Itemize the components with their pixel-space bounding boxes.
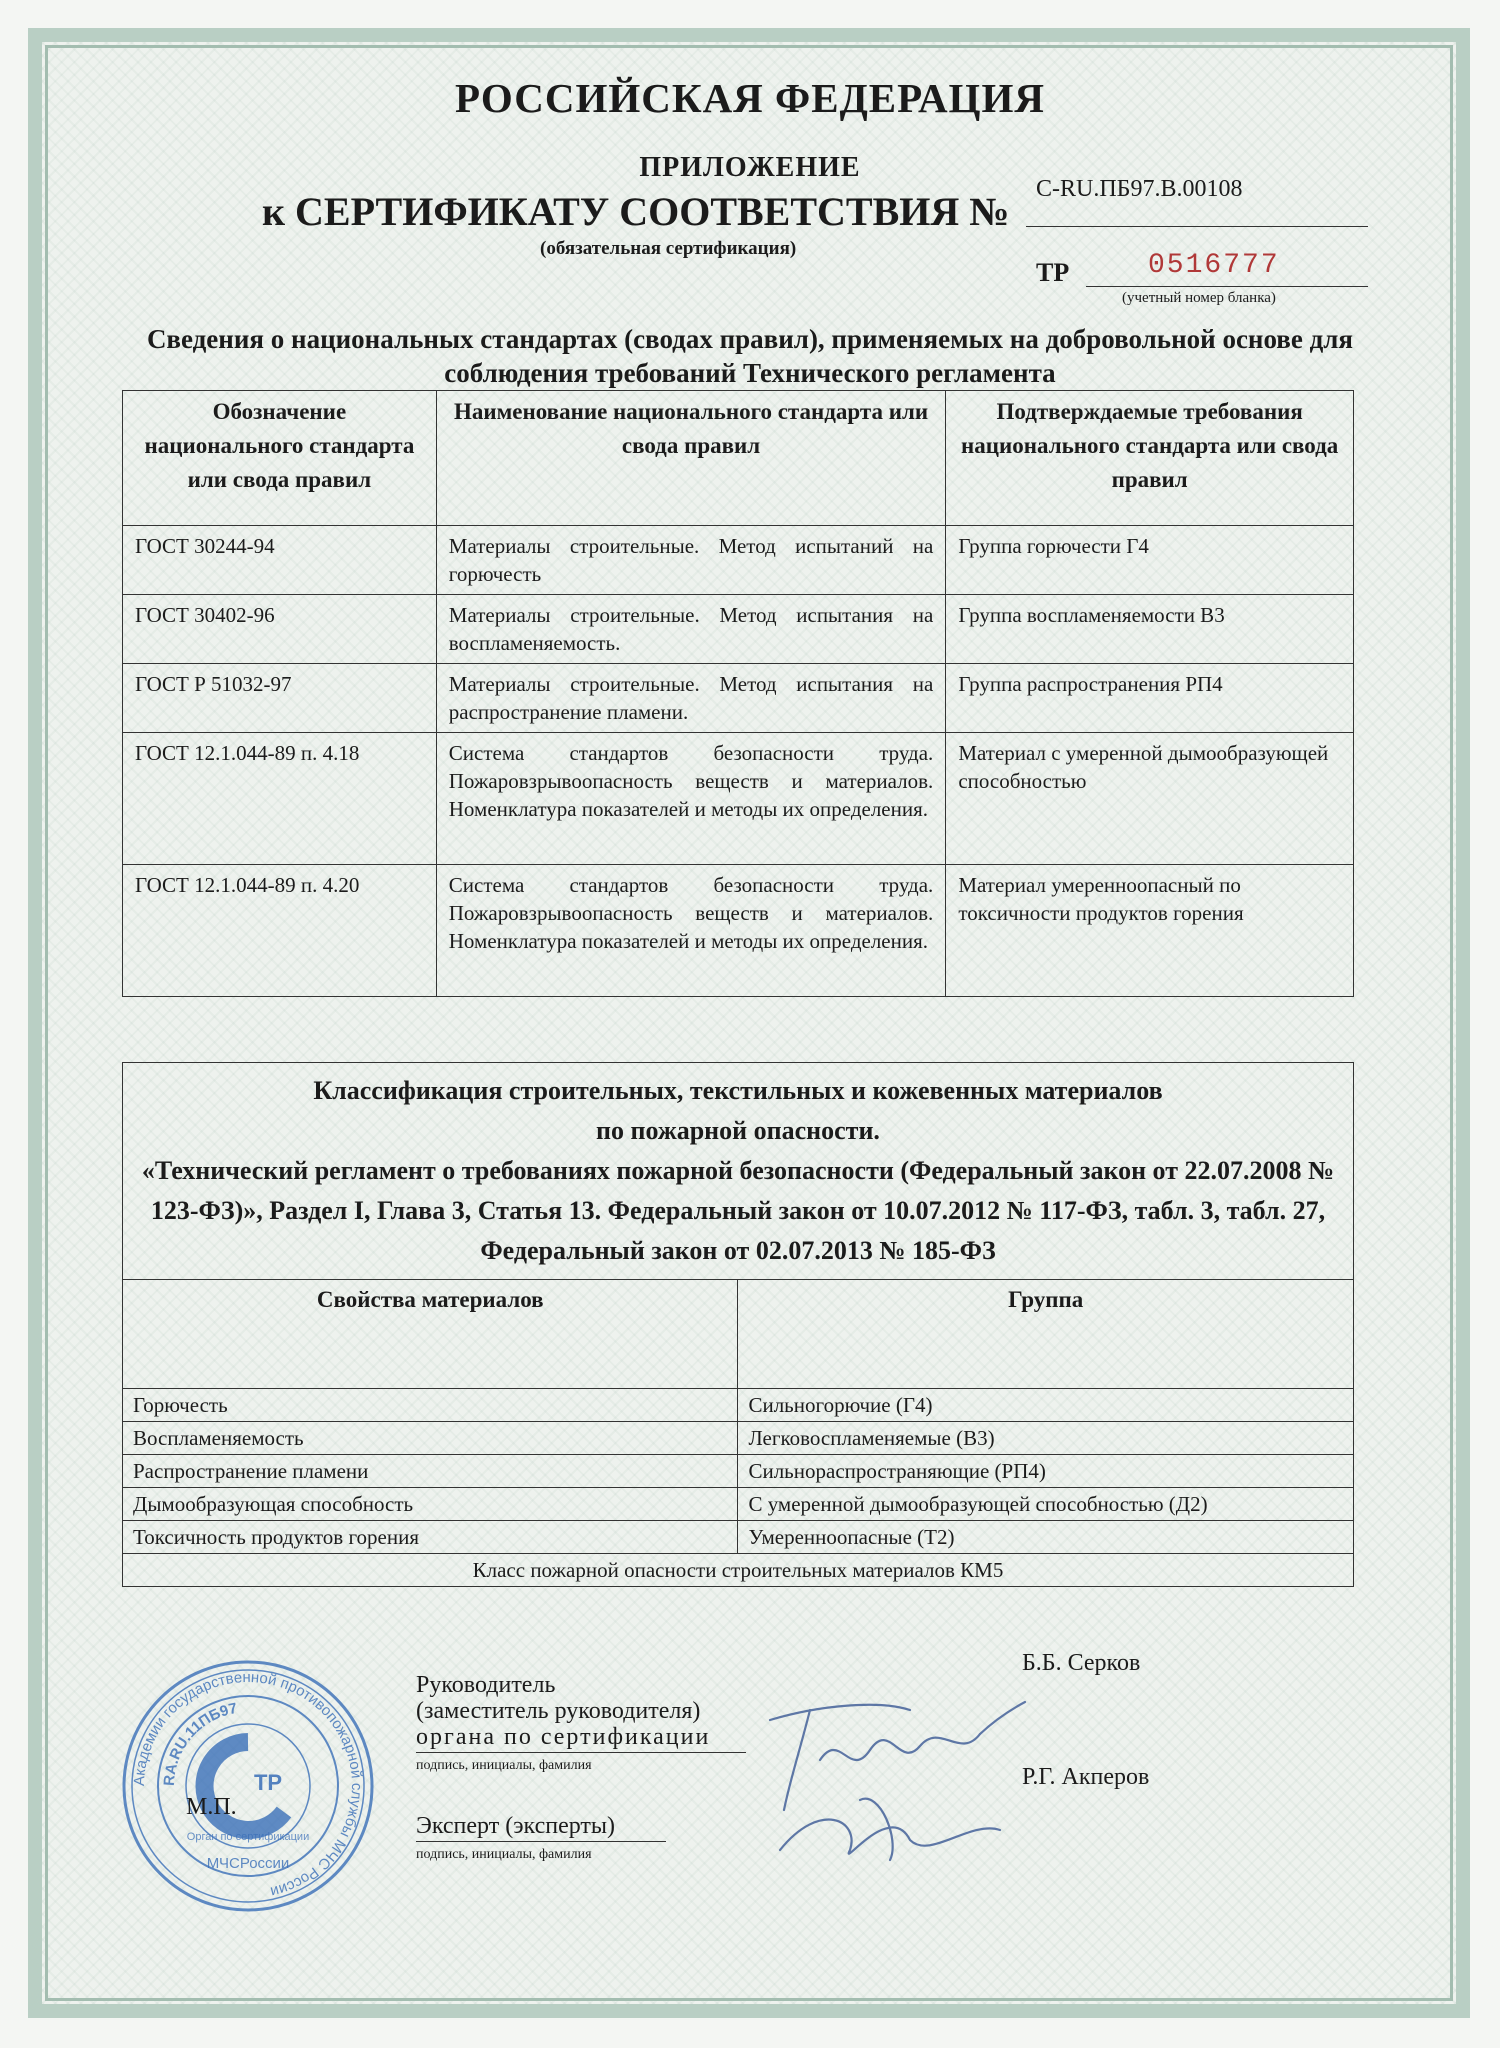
col-header-requirement: Подтверждаемые требования национального стандарта или свода правил bbox=[946, 391, 1354, 526]
col-header-group: Группа bbox=[738, 1280, 1354, 1389]
blank-number-caption: (учетный номер бланка) bbox=[1122, 290, 1276, 306]
country-title: РОССИЙСКАЯ ФЕДЕРАЦИЯ bbox=[455, 75, 1045, 121]
seal-inner-text: RA.RU.11ПБ97 bbox=[160, 1699, 239, 1787]
property-cell: Горючесть bbox=[123, 1389, 738, 1422]
standard-requirement: Группа распространения РП4 bbox=[946, 664, 1354, 733]
classification-heading bbox=[123, 1063, 1354, 1280]
certificate-number: C-RU.ПБ97.В.00108 bbox=[1036, 176, 1243, 202]
standard-name: Материалы строительные. Метод испытания на воспламеняемость. bbox=[436, 595, 946, 664]
certificate-title: к СЕРТИФИКАТУ СООТВЕТСТВИЯ № bbox=[262, 189, 1010, 234]
col-header-property: Свойства материалов bbox=[123, 1280, 738, 1389]
signature-block bbox=[416, 1672, 746, 1868]
head-title-line: Руководитель bbox=[416, 1672, 556, 1698]
expert-name: Р.Г. Акперов bbox=[1022, 1764, 1150, 1790]
standard-code: ГОСТ Р 51032-97 bbox=[123, 664, 437, 733]
standards-table bbox=[122, 390, 1354, 997]
fire-hazard-class: Класс пожарной опасности строительных материалов КМ5 bbox=[123, 1554, 1354, 1587]
head-name: Б.Б. Серков bbox=[1022, 1650, 1141, 1676]
table-row bbox=[123, 865, 1354, 997]
table-row bbox=[123, 1422, 1354, 1455]
seal-ring-text: Академии государственной противопожарной службы МЧС России bbox=[130, 1668, 366, 1901]
standard-requirement: Группа воспламеняемости В3 bbox=[946, 595, 1354, 664]
group-cell: Легковоспламеняемые (В3) bbox=[738, 1422, 1354, 1455]
table-row bbox=[123, 1455, 1354, 1488]
standard-code: ГОСТ 12.1.044-89 п. 4.20 bbox=[123, 865, 437, 997]
standard-name: Материалы строительные. Метод испытания на распространение пламени. bbox=[436, 664, 946, 733]
head-title-line: органа по сертификации bbox=[416, 1724, 711, 1750]
classification-heading-line: «Технический регламент о требованиях пожарной безопасности (Федеральный закон от 22.07.2008 № 123-ФЗ)», Раздел I, Глава 3, Статья 13. Федеральный закон от 10.07.2012 № 117-ФЗ, табл. 3, табл. 27, Федеральный закон от 02.07.2013 № 185-ФЗ bbox=[141, 1156, 1335, 1265]
classification-column-header-row bbox=[123, 1280, 1354, 1389]
group-cell: Сильнораспространяющие (РП4) bbox=[738, 1455, 1354, 1488]
classification-heading-row bbox=[123, 1063, 1354, 1280]
standard-code: ГОСТ 30402-96 bbox=[123, 595, 437, 664]
tp-label: ТР bbox=[1036, 258, 1070, 287]
classification-table bbox=[122, 1062, 1354, 1587]
seal-side-text: Орган по сертификации bbox=[186, 1831, 310, 1843]
stamp-place-label: М.П. bbox=[186, 1794, 237, 1820]
certification-seal bbox=[118, 1656, 378, 1916]
col-header-code: Обозначение национального стандарта или свода правил bbox=[123, 391, 437, 526]
group-cell: Умеренноопасные (Т2) bbox=[738, 1521, 1354, 1554]
property-cell: Дымообразующая способность bbox=[123, 1488, 738, 1521]
blank-number-line bbox=[1086, 286, 1368, 287]
table-row bbox=[123, 1389, 1354, 1422]
blank-number: 0516777 bbox=[1148, 250, 1280, 281]
group-cell: С умеренной дымообразующей способностью (Д2) bbox=[738, 1488, 1354, 1521]
standards-section-title: Сведения о национальных стандартах (сводах правил), применяемых на добровольной основе для соблюдения требований Технического регламента bbox=[146, 324, 1354, 388]
expert-signature-caption: подпись, инициалы, фамилия bbox=[416, 1847, 592, 1862]
certificate-number-line bbox=[1026, 226, 1368, 227]
standard-code: ГОСТ 12.1.044-89 п. 4.18 bbox=[123, 733, 437, 865]
property-cell: Воспламеняемость bbox=[123, 1422, 738, 1455]
head-signature-caption: подпись, инициалы, фамилия bbox=[416, 1758, 592, 1773]
table-row bbox=[123, 733, 1354, 865]
mandatory-note: (обязательная сертификация) bbox=[540, 238, 797, 259]
group-cell: Сильногорючие (Г4) bbox=[738, 1389, 1354, 1422]
expert-title: Эксперт (эксперты) bbox=[416, 1813, 616, 1839]
standard-code: ГОСТ 30244-94 bbox=[123, 526, 437, 595]
standard-name: Система стандартов безопасности труда. Пожаровзрывоопасность веществ и материалов. Номенклатура показателей и методы их определения. bbox=[436, 733, 946, 865]
standard-requirement: Группа горючести Г4 bbox=[946, 526, 1354, 595]
standard-requirement: Материал умеренноопасный по токсичности продуктов горения bbox=[946, 865, 1354, 997]
standard-name: Материалы строительные. Метод испытаний на горючесть bbox=[436, 526, 946, 595]
classification-heading-line: Классификация строительных, текстильных и кожевенных материалов bbox=[313, 1076, 1163, 1105]
table-row bbox=[123, 664, 1354, 733]
property-cell: Токсичность продуктов горения bbox=[123, 1521, 738, 1554]
appendix-title: ПРИЛОЖЕНИЕ bbox=[639, 152, 861, 183]
table-row bbox=[123, 1521, 1354, 1554]
standard-name: Система стандартов безопасности труда. Пожаровзрывоопасность веществ и материалов. Номенклатура показателей и методы их определения. bbox=[436, 865, 946, 997]
table-row bbox=[123, 526, 1354, 595]
col-header-name: Наименование национального стандарта или свода правил bbox=[436, 391, 946, 526]
table-row bbox=[123, 595, 1354, 664]
property-cell: Распространение пламени bbox=[123, 1455, 738, 1488]
standard-requirement: Материал с умеренной дымообразующей способностью bbox=[946, 733, 1354, 865]
classification-heading-line: по пожарной опасности. bbox=[596, 1116, 880, 1145]
classification-footer-row bbox=[123, 1554, 1354, 1587]
head-title-line: (заместитель руководителя) bbox=[416, 1698, 701, 1724]
seal-bottom-text: МЧСРоссии bbox=[206, 1855, 290, 1872]
handwritten-signature bbox=[740, 1650, 1040, 1870]
seal-center-text: ТР bbox=[253, 1770, 283, 1795]
table-row bbox=[123, 1488, 1354, 1521]
